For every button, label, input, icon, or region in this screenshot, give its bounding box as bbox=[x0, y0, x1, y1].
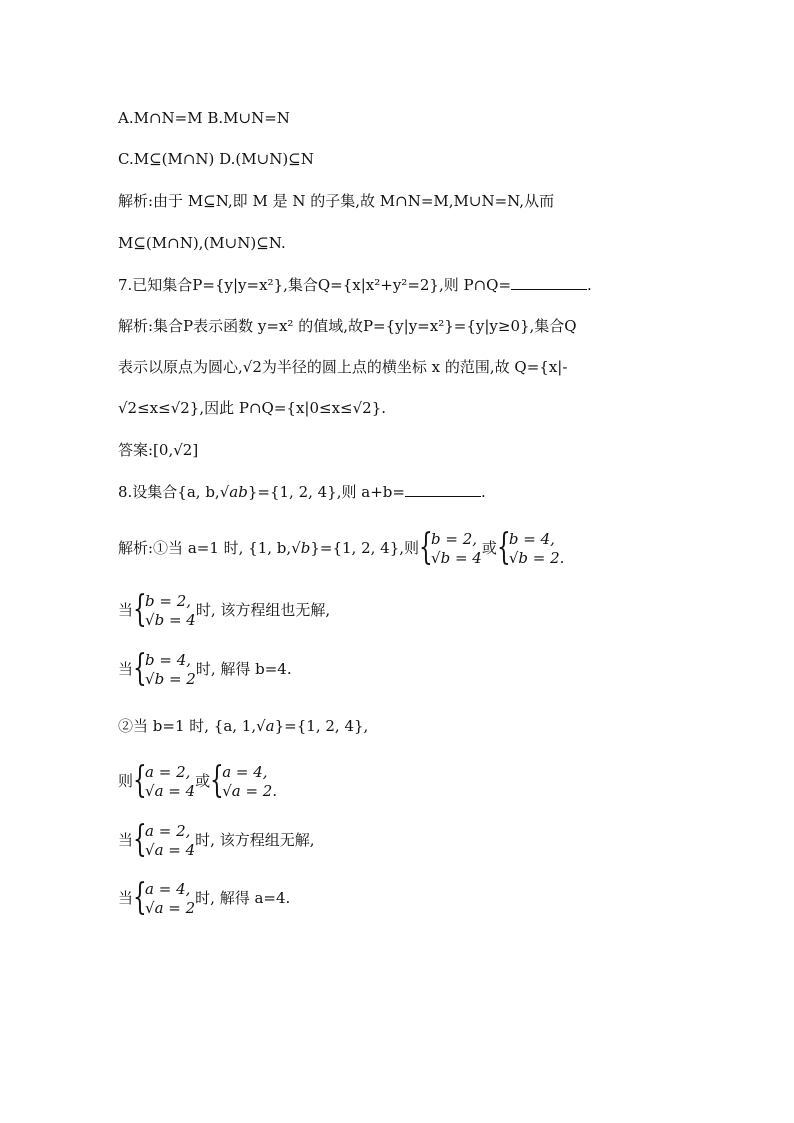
equation-system-4: { b = 4, √b = 2 bbox=[133, 648, 196, 689]
or-text-1: 或 bbox=[481, 539, 497, 557]
solution-a-text: 时, 解得 a=4. bbox=[195, 889, 291, 907]
analysis-8-sub1: 当 { b = 2, √b = 4 时, 该方程组也无解, bbox=[118, 589, 331, 630]
solution-b-text: 时, 解得 b=4. bbox=[195, 660, 292, 678]
analysis-8-sub2: 当 { b = 4, √b = 2 时, 解得 b=4. bbox=[118, 648, 292, 689]
answer-blank-8 bbox=[405, 482, 481, 497]
question-8 bbox=[118, 482, 486, 502]
answer-blank-7 bbox=[511, 275, 587, 290]
analysis-7-line2-c: 为半径的圆上点的横坐标 x 的范围,故 Q={x|- bbox=[261, 358, 568, 376]
question-8-end: . bbox=[480, 483, 486, 501]
analysis-8-case2-systems: 则 { a = 2, √a = 4 或 { a = 4, √a = 2. bbox=[118, 760, 278, 801]
equation-system-2: { b = 4, √b = 2. bbox=[496, 527, 565, 568]
analysis-8-sub3: 当 { a = 2, √a = 4 时, 该方程组无解, bbox=[118, 819, 315, 860]
equation-system-5: { a = 2, √a = 4 bbox=[133, 760, 196, 801]
equation-system-8: { a = 4, √a = 2 bbox=[133, 877, 196, 918]
analysis-7-line2-a: 表示以原点为圆心, bbox=[118, 358, 243, 376]
answer-7: 答案:[0,√2] bbox=[118, 441, 199, 459]
equation-system-3: { b = 2, √b = 4 bbox=[133, 589, 196, 630]
sqrt-ab: √ab bbox=[219, 483, 248, 501]
analysis-8-case2: ②当 b=1 时, {a, 1,√a}={1, 2, 4}, bbox=[118, 717, 369, 735]
equation-system-1: { b = 2, √b = 4 bbox=[419, 527, 482, 568]
option-a-b: A.M∩N=M B.M∪N=N bbox=[118, 109, 290, 127]
question-8-c: }={1, 2, 4},则 a+b= bbox=[247, 483, 405, 501]
analysis-7-line1: 解析:集合P表示函数 y=x² 的值域,故P={y|y=x²}={y|y≥0},集合Q bbox=[118, 317, 577, 335]
analysis-8-case1-a: 解析:①当 a=1 时, {1, b, bbox=[118, 539, 292, 557]
equation-system-7: { a = 2, √a = 4 bbox=[133, 819, 196, 860]
question-7-text: 7.已知集合P={y|y=x²},集合Q={x|x²+y²=2},则 P∩Q= bbox=[118, 276, 512, 294]
question-7 bbox=[118, 275, 592, 295]
sqrt2-radius: √2 bbox=[242, 358, 262, 376]
option-c-d: C.M⊆(M∩N) D.(M∪N)⊆N bbox=[118, 150, 314, 168]
no-solution-text-2: 时, 该方程组无解, bbox=[195, 831, 315, 849]
question-7-end: . bbox=[587, 276, 592, 294]
analysis-7-line3: √2≤x≤√2},因此 P∩Q={x|0≤x≤√2}. bbox=[118, 399, 387, 417]
sqrt-b: √b bbox=[291, 539, 311, 557]
or-text-2: 或 bbox=[195, 772, 211, 790]
analysis-8-sub4: 当 { a = 4, √a = 2 时, 解得 a=4. bbox=[118, 877, 291, 918]
analysis-6-line2: M⊆(M∩N),(M∪N)⊆N. bbox=[118, 234, 286, 252]
analysis-7-line2 bbox=[118, 357, 567, 377]
question-8-a: 8.设集合{a, b, bbox=[118, 483, 220, 501]
no-solution-text-1: 时, 该方程组也无解, bbox=[195, 601, 331, 619]
sqrt-a: √a bbox=[256, 717, 275, 735]
analysis-8-case1-c: }={1, 2, 4},则 bbox=[310, 539, 420, 557]
equation-system-6: { a = 4, √a = 2. bbox=[210, 760, 278, 801]
analysis-6-line1: 解析:由于 M⊆N,即 M 是 N 的子集,故 M∩N=M,M∪N=N,从而 bbox=[118, 192, 555, 210]
analysis-8-case1 bbox=[118, 527, 565, 568]
